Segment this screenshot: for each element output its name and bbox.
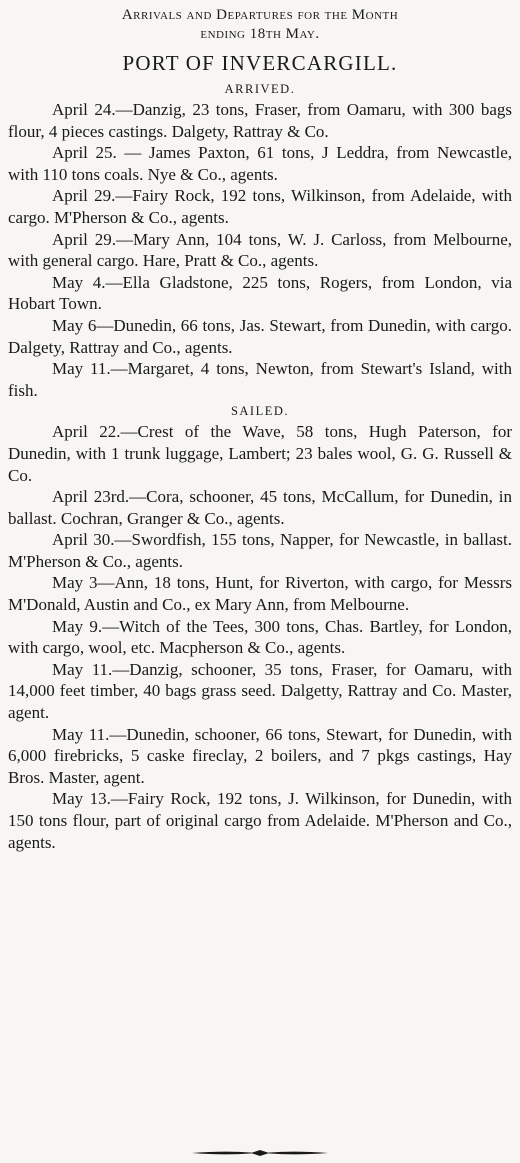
port-title: PORT OF INVERCARGILL. (122, 51, 398, 75)
arrival-entry: May 11.—Margaret, 4 tons, Newton, from Stewart's Island, with fish. (8, 359, 512, 400)
departure-entry: April 30.—Swordfish, 155 tons, Napper, for Newcastle, in ballast. M'Pherson & Co., agents. (8, 530, 512, 571)
departure-entry: April 22.—Crest of the Wave, 58 tons, Hugh Paterson, for Dunedin, with 1 trunk luggage, Lambert; 23 bales wool, G. G. Russell & Co. (8, 422, 512, 485)
arrival-entry: April 25. — James Paxton, 61 tons, J Leddra, from Newcastle, with 110 tons coals. Nye & Co., agents. (8, 143, 512, 184)
departure-entry: May 13.—Fairy Rock, 192 tons, J. Wilkinson, for Dunedin, with 150 tons flour, part of original cargo from Adelaide. M'Pherson and Co., agents. (8, 789, 512, 852)
departure-entry: May 3—Ann, 18 tons, Hunt, for Riverton, with cargo, for Messrs M'Donald, Austin and Co., ex Mary Ann, from Melbourne. (8, 573, 512, 615)
column-heading: Arrivals and Departures for the Month (121, 7, 399, 23)
departure-entry: May 9.—Witch of the Tees, 300 tons, Chas. Bartley, for London, with cargo, wool, etc. Macpherson & Co., agents. (8, 616, 512, 658)
column-subheading: ending 18th May. (200, 26, 320, 42)
departure-entry: May 11.—Dunedin, schooner, 66 tons, Stewart, for Dunedin, with 6,000 firebricks, 5 caske fireclay, 2 boilers, and 7 pkgs castings, Hay Bros. Master, agent. (8, 724, 512, 787)
departure-entry: April 23rd.—Cora, schooner, 45 tons, McCallum, for Dunedin, in ballast. Cochran, Granger & Co., agents. (8, 487, 512, 528)
sailed-section-label: SAILED. (230, 404, 290, 419)
arrival-entry: May 4.—Ella Gladstone, 225 tons, Rogers, from London, via Hobart Town. (8, 272, 512, 314)
sailed-list (8, 421, 512, 853)
arrived-list (8, 99, 512, 401)
ornamental-rule-icon (190, 1148, 330, 1158)
closing-rule-wrap (0, 1148, 520, 1158)
arrival-entry: April 29.—Mary Ann, 104 tons, W. J. Carloss, from Melbourne, with general cargo. Hare, Pratt & Co., agents. (8, 229, 512, 271)
arrived-section-label: ARRIVED. (224, 82, 296, 96)
arrival-entry: April 24.—Danzig, 23 tons, Fraser, from Oamaru, with 300 bags flour, 4 pieces castings. Dalgety, Rattray & Co. (8, 100, 512, 141)
arrival-entry: April 29.—Fairy Rock, 192 tons, Wilkinson, from Adelaide, with cargo. M'Pherson & Co., agents. (8, 186, 512, 227)
departure-entry: May 11.—Danzig, schooner, 35 tons, Fraser, for Oamaru, with 14,000 feet timber, 40 bags grass seed. Dalgetty, Rattray and Co. Master, agent. (8, 659, 512, 723)
arrival-entry: May 6—Dunedin, 66 tons, Jas. Stewart, from Dunedin, with cargo. Dalgety, Rattray and Co., agents. (8, 315, 512, 357)
